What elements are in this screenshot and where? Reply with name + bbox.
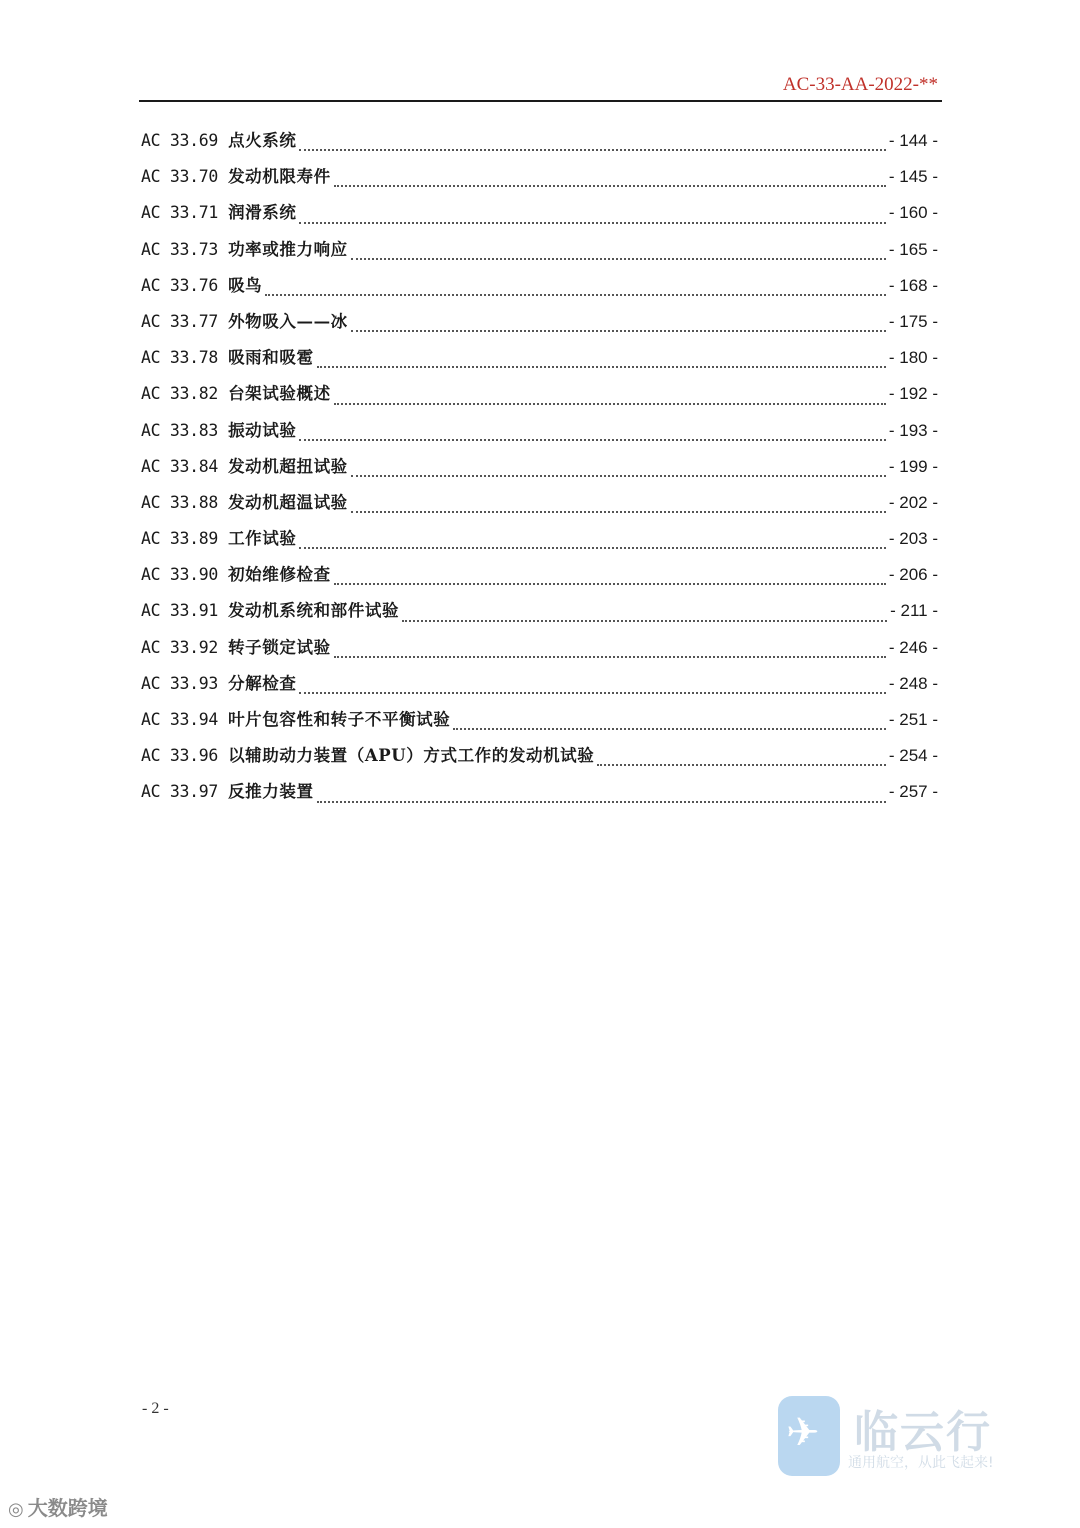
toc-entry[interactable] — [141, 560, 938, 596]
toc-dot-leader — [317, 365, 886, 368]
toc-entry-page: - 251 - — [888, 710, 938, 729]
toc-entry-code: AC 33.82 — [141, 384, 219, 404]
toc-entry-title: 发动机超温试验 — [228, 492, 348, 512]
toc-dot-leader — [351, 510, 886, 513]
toc-entry-code: AC 33.96 — [141, 746, 219, 766]
document-code: AC-33-AA-2022-** — [782, 74, 938, 95]
toc-entry-title: 功率或推力响应 — [228, 239, 348, 259]
toc-entry-code: AC 33.71 — [141, 203, 219, 223]
toc-entry[interactable] — [141, 452, 938, 488]
toc-entry-page: - 206 - — [888, 565, 938, 585]
toc-dot-leader — [299, 221, 885, 224]
toc-entry[interactable] — [141, 162, 938, 198]
toc-entry[interactable] — [141, 271, 938, 307]
toc-entry-code: AC 33.73 — [141, 239, 219, 259]
toc-dot-leader — [299, 546, 885, 549]
toc-dot-leader — [351, 474, 886, 477]
toc-entry-code: AC 33.93 — [141, 673, 219, 693]
toc-dot-leader — [402, 619, 887, 622]
watermark-logo — [778, 1394, 1018, 1482]
toc-entry-title: 外物吸入——冰 — [228, 311, 348, 331]
toc-entry-page: - 160 - — [888, 203, 938, 223]
toc-entry-page: - 248 - — [888, 673, 938, 693]
corner-watermark-text: 大数跨境 — [27, 1496, 108, 1520]
toc-entry-code: AC 33.90 — [141, 565, 219, 585]
toc-entry[interactable] — [141, 416, 938, 452]
toc-entry-page: - 257 - — [888, 782, 938, 802]
toc-entry-code: AC 33.69 — [141, 131, 219, 150]
logo-slogan: 通用航空，从此飞起来! — [848, 1455, 994, 1471]
toc-entry[interactable] — [141, 669, 938, 705]
toc-dot-leader — [299, 148, 885, 151]
toc-dot-leader — [317, 800, 886, 803]
toc-entry-page: - 202 - — [888, 492, 938, 512]
toc-entry-page: - 203 - — [888, 529, 938, 549]
toc-entry-code: AC 33.70 — [141, 167, 219, 187]
toc-entry-code: AC 33.89 — [141, 529, 219, 549]
toc-entry-page: - 192 - — [888, 384, 938, 404]
toc-entry[interactable] — [141, 705, 938, 741]
toc-entry-page: - 254 - — [888, 746, 938, 766]
toc-dot-leader — [334, 655, 886, 658]
toc-entry-code: AC 33.84 — [141, 456, 219, 476]
toc-entry-code: AC 33.88 — [141, 492, 219, 512]
toc-entry[interactable] — [141, 524, 938, 560]
toc-entry-page: - 144 - — [888, 131, 938, 150]
toc-entry-page: - 165 - — [888, 239, 938, 259]
toc-entry-title: 工作试验 — [228, 529, 297, 549]
toc-dot-leader — [299, 438, 885, 441]
toc-entry[interactable] — [141, 307, 938, 343]
toc-entry-title: 叶片包容性和转子不平衡试验 — [228, 710, 451, 729]
toc-entry-title: 振动试验 — [228, 420, 297, 440]
toc-entry[interactable] — [141, 633, 938, 669]
toc-dot-leader — [265, 293, 886, 296]
toc-dot-leader — [299, 691, 885, 694]
toc-entry-title: 发动机系统和部件试验 — [228, 601, 400, 621]
toc-entry-code: AC 33.97 — [141, 782, 219, 802]
toc-entry-code: AC 33.83 — [141, 420, 219, 440]
toc-entry-title: 发动机超扭试验 — [228, 456, 348, 476]
toc-entry-page: - 193 - — [888, 420, 938, 440]
toc-dot-leader — [334, 582, 886, 585]
toc-entry-title: 初始维修检查 — [228, 565, 331, 585]
toc-entry-title: 分解检查 — [228, 673, 297, 693]
header-rule — [139, 100, 942, 102]
toc-entry-page: - 246 - — [888, 637, 938, 657]
toc-entry-title: 吸鸟 — [228, 275, 263, 295]
toc-entry-page: - 175 - — [888, 311, 938, 331]
toc-entry[interactable] — [141, 198, 938, 234]
toc-entry[interactable] — [141, 235, 938, 271]
toc-entry-code: AC 33.76 — [141, 275, 219, 295]
toc-entry[interactable] — [141, 379, 938, 415]
toc-entry-code: AC 33.78 — [141, 348, 219, 368]
toc-entry-title: 润滑系统 — [228, 203, 297, 223]
toc-entry[interactable] — [141, 777, 938, 813]
toc-entry-title: 以辅助动力装置（APU）方式工作的发动机试验 — [228, 746, 595, 766]
toc-dot-leader — [597, 763, 885, 766]
toc-entry-code: AC 33.91 — [141, 601, 219, 621]
toc-entry[interactable] — [141, 343, 938, 379]
toc-entry-code: AC 33.94 — [141, 710, 219, 729]
toc-entry[interactable] — [141, 741, 938, 777]
toc-dot-leader — [334, 402, 886, 405]
toc-entry-code: AC 33.77 — [141, 311, 219, 331]
toc-dot-leader — [334, 184, 886, 187]
toc-entry-code: AC 33.92 — [141, 637, 219, 657]
toc-dot-leader — [453, 727, 885, 730]
logo-mark — [778, 1396, 840, 1476]
toc-entry-title: 转子锁定试验 — [228, 637, 331, 657]
toc-entry-page: - 211 - — [890, 601, 938, 621]
table-of-contents — [141, 126, 938, 814]
weibo-icon: ◎ — [8, 1499, 24, 1520]
toc-dot-leader — [351, 257, 886, 260]
toc-entry[interactable] — [141, 596, 938, 632]
corner-watermark — [8, 1492, 108, 1521]
page-number: - 2 - — [142, 1400, 169, 1417]
toc-dot-leader — [351, 329, 886, 332]
toc-entry-title: 反推力装置 — [228, 782, 314, 802]
toc-entry[interactable] — [141, 488, 938, 524]
logo-name: 临云行 — [854, 1407, 992, 1458]
toc-entry-title: 台架试验概述 — [228, 384, 331, 404]
toc-entry-title: 点火系统 — [228, 131, 297, 150]
toc-entry-page: - 145 - — [888, 167, 938, 187]
airplane-icon: ✈ — [786, 1410, 820, 1456]
toc-entry-title: 吸雨和吸雹 — [228, 348, 314, 368]
toc-entry[interactable] — [141, 126, 938, 162]
toc-entry-page: - 199 - — [888, 456, 938, 476]
toc-entry-title: 发动机限寿件 — [228, 167, 331, 187]
toc-entry-page: - 168 - — [888, 275, 938, 295]
toc-entry-page: - 180 - — [888, 348, 938, 368]
